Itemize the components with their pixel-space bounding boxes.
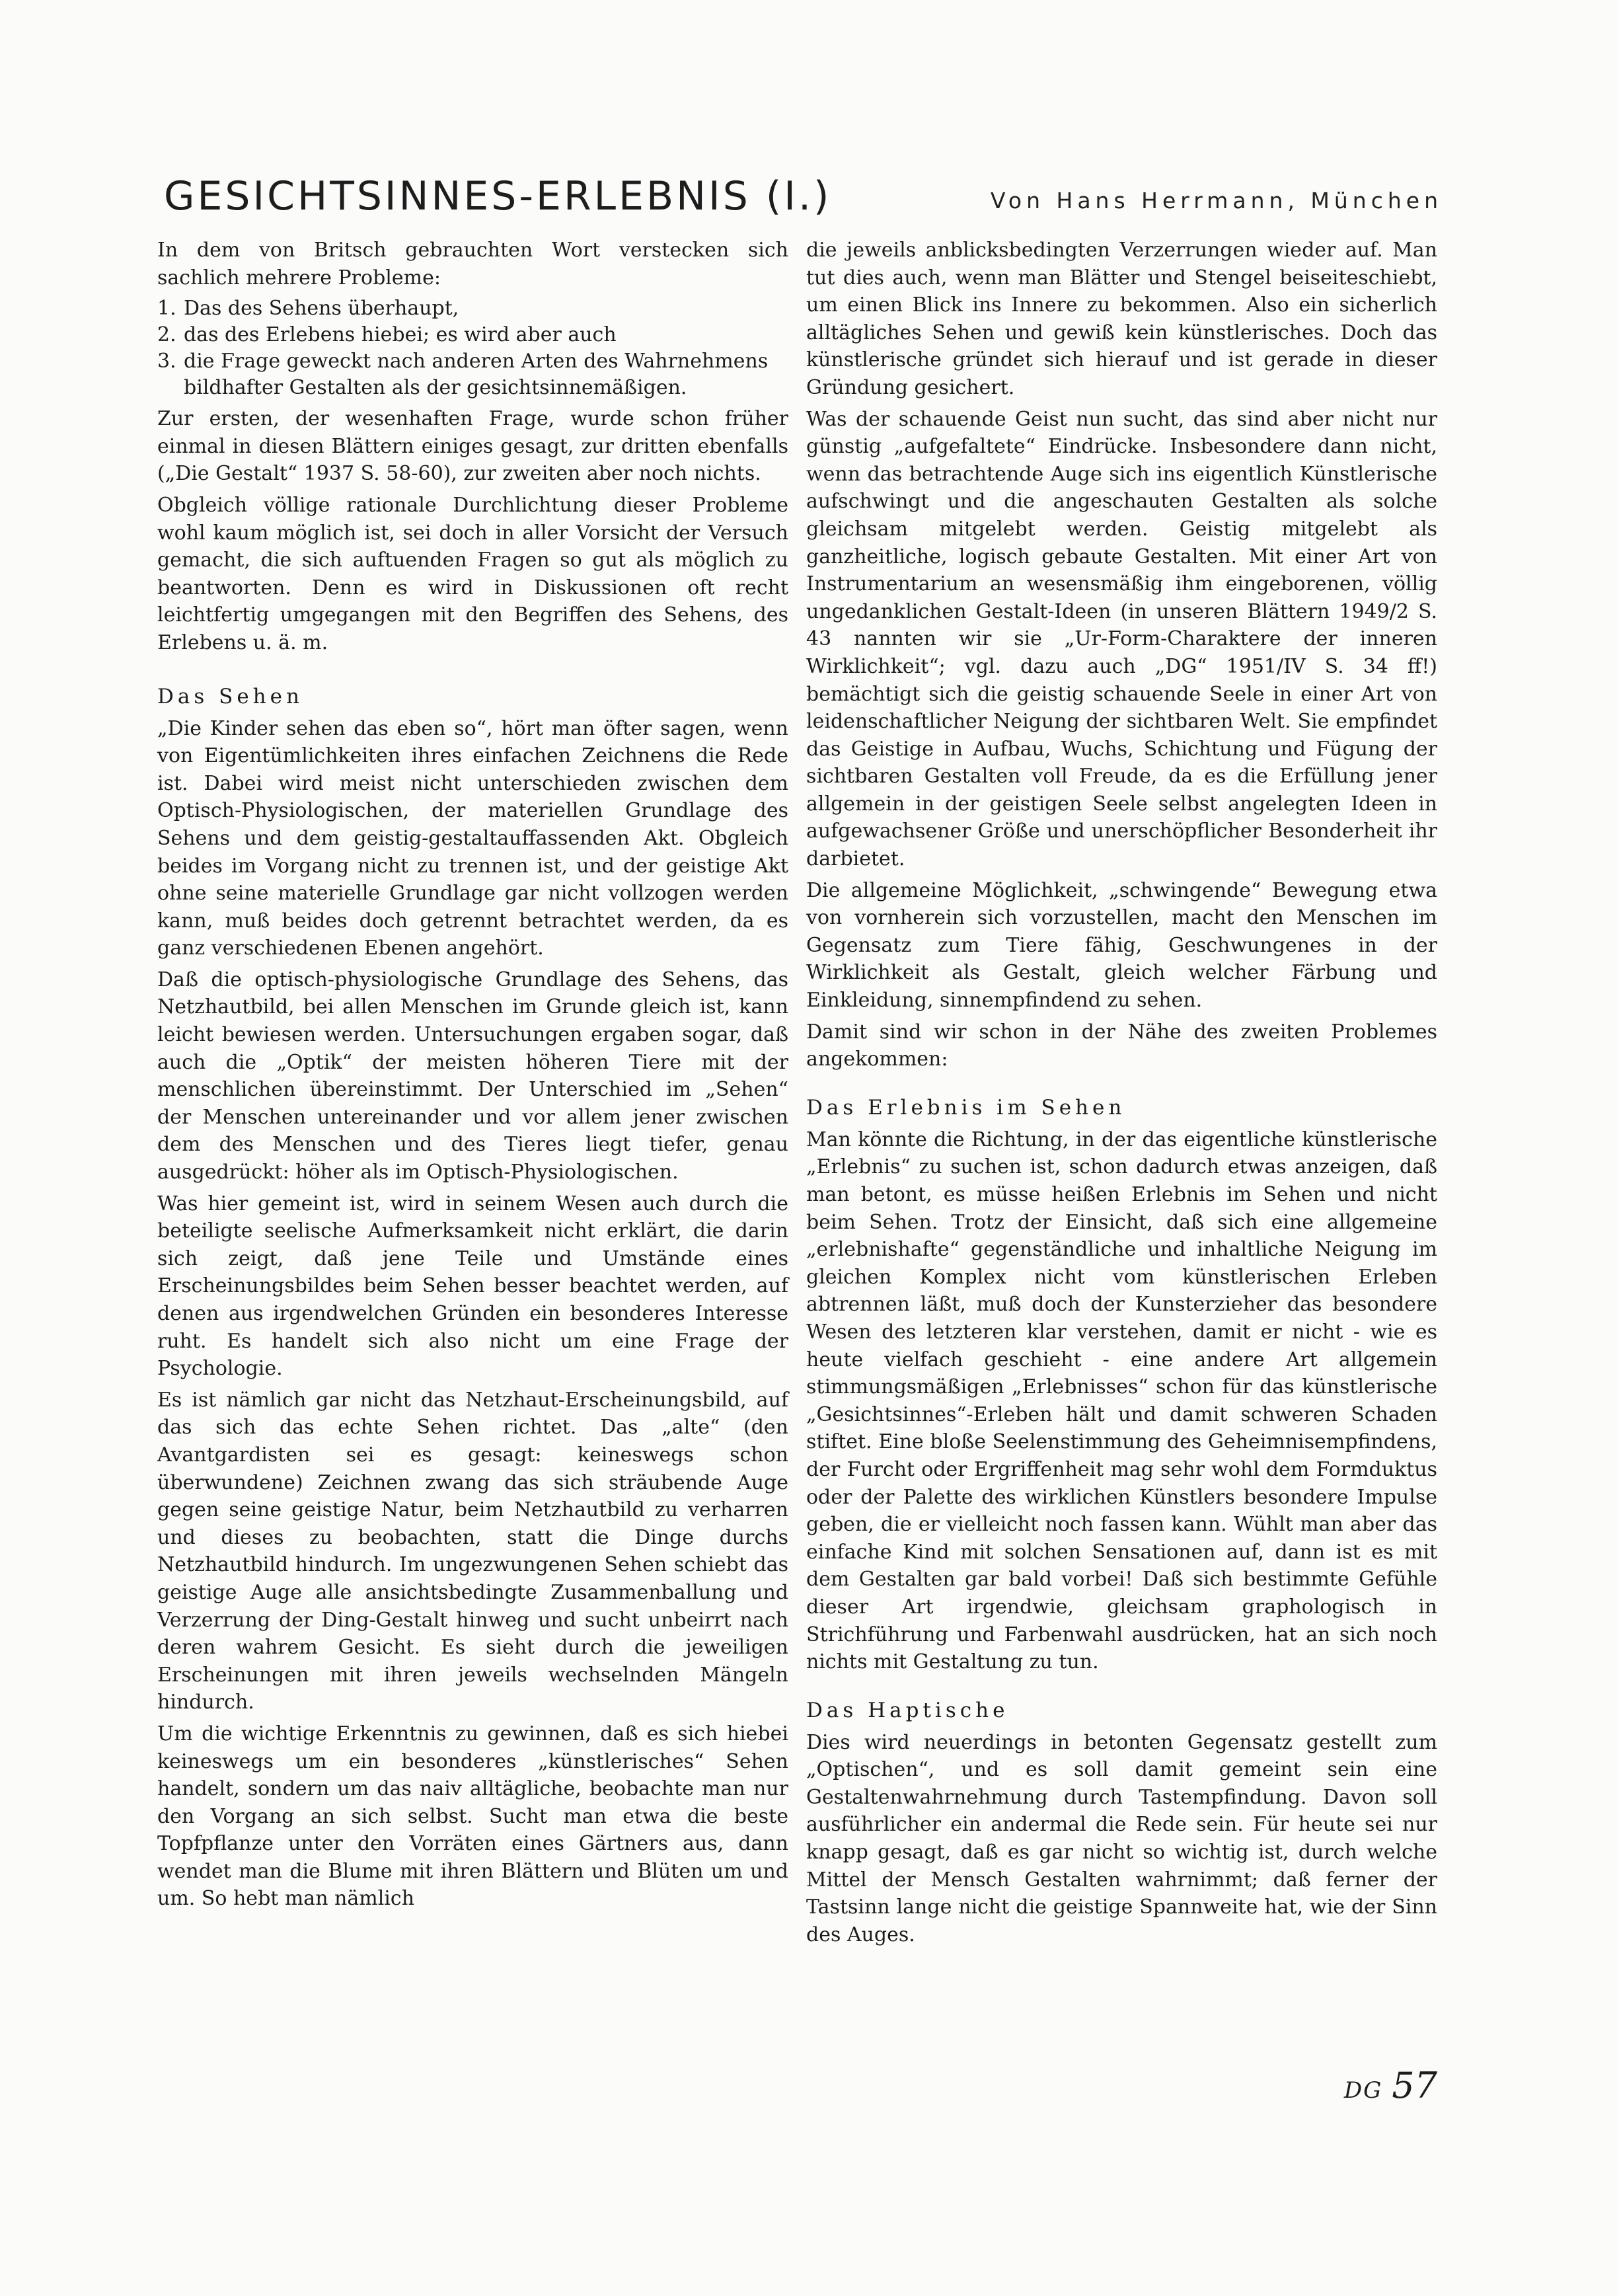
list-number: 2. — [157, 323, 176, 347]
paragraph: Die allgemeine Möglichkeit, „schwingende“ Bewegung etwa von vornherein sich vorzustellen, macht den Menschen im Gegensatz zum Tiere fähig, Geschwungenes in der Wirklichkeit als Gestalt, gleich welcher Färbung und Einkleidung, sinnempfindend zu sehen. — [806, 878, 1437, 1013]
list-text: die Frage geweckt nach anderen Arten des Wahrnehmens bildhafter Gestalten als der gesichtsinnemäßigen. — [184, 350, 769, 400]
section-heading-sehen: Das Sehen — [157, 684, 303, 708]
paragraph: die jeweils anblicksbedingten Verzerrungen wieder auf. Man tut dies auch, wenn man Blätter und Stengel beiseiteschiebt, um einen Blick ins Innere zu bekommen. Also ein sicherlich alltägliches Sehen und gewiß kein künstlerisches. Doch das künstlerische gründet sich hierauf und ist gerade in dieser Gründung gesichert. — [806, 239, 1437, 399]
page-footer — [1344, 2065, 1437, 2106]
paragraph: Was hier gemeint ist, wird in seinem Wesen auch durch die beteiligte seelische Aufmerksamkeit nicht erklärt, die darin sich zeigt, daß jene Teile und Umstände eines Erscheinungsbildes beim Sehen besser beachtet werden, auf denen aus irgendwelchen Gründen ein besonderes Interesse ruht. Es handelt sich also nicht um eine Frage der Psychologie. — [157, 1192, 788, 1381]
list-item — [157, 295, 788, 322]
paragraph: Was der schauende Geist nun sucht, das sind aber nicht nur günstig „aufgefaltete“ Eindrücke. Insbesondere dann nicht, wenn das betrachtende Auge sich ins eigentlich Künstlerische aufschwingt und die angeschauten Gestalten als solche gleichsam mitgelebt werden. Geistig mitgelebt als ganzheitliche, logisch gebaute Gestalten. Mit einer Art von Instrumentarium an wesensmäßig ihm eingeborenen, völlig ungedanklichen Gestalt-Ideen (in unseren Blättern 1949/2 S. 43 nannten wir sie „Ur-Form-Charaktere der inneren Wirklichkeit“; vgl. dazu auch „DG“ 1951/IV S. 34 ff!) bemächtigt sich die geistig schauende Seele in einer Art von leidenschaftlicher Neigung der sichtbaren Welt. Sie empfindet das Geistige in Aufbau, Wuchs, Schichtung und Fügung der sichtbaren Gestalten voll Freude, da es die Erfüllung jener allgemein in der geistigen Seele selbst angelegten Ideen in aufgewachsener Größe und unerschöpflicher Besonderheit ihr darbietet. — [806, 407, 1437, 871]
list-number: 1. — [157, 297, 176, 321]
paragraph: Obgleich völlige rationale Durchlichtung dieser Probleme wohl kaum möglich ist, sei doch in aller Vorsicht der Versuch gemacht, die sich auftuenden Fragen so gut als möglich zu beantworten. Denn es wird in Diskussionen oft recht leichtfertig umgegangen mit den Begriffen des Sehens, des Erlebens u. ä. m. — [157, 493, 788, 654]
paragraph: Damit sind wir schon in der Nähe des zweiten Problemes angekommen: — [806, 1020, 1437, 1071]
list-text: das des Erlebens hiebei; es wird aber auch — [184, 323, 617, 347]
intro-paragraph: In dem von Britsch gebrauchten Wort verstecken sich sachlich mehrere Probleme: — [157, 239, 788, 289]
list-item — [157, 348, 788, 401]
section-heading-erlebnis: Das Erlebnis im Sehen — [806, 1095, 1126, 1120]
author-byline: Von Hans Herrmann, München — [990, 188, 1443, 213]
paragraph: Dies wird neuerdings in betonten Gegensatz gestellt zum „Optischen“, und es soll damit gemeint sein eine Gestaltenwahrnehmung durch Tastempfindung. Davon soll ausführlicher ein andermal die Rede sein. Für heute sei nur knapp gesagt, daß es gar nicht so wichtig ist, durch welche Mittel der Mensch Gestalten wahrnimmt; daß ferner der Tastsinn lange nicht die geistige Spannweite hat, wie der Sinn des Auges. — [806, 1730, 1437, 1946]
paragraph: Um die wichtige Erkenntnis zu gewinnen, daß es sich hiebei keineswegs um ein besonderes „künstlerisches“ Sehen handelt, sondern um das naiv alltägliche, beobachte man nur den Vorgang an sich selbst. Sucht man etwa die beste Topfpflanze unter den Vorräten eines Gärtners aus, dann wendet man die Blume mit ihren Blättern und Blüten um und um. So hebt man nämlich — [157, 1722, 788, 1911]
left-column — [157, 237, 788, 1917]
list-number: 3. — [157, 350, 176, 373]
magazine-abbreviation: DG — [1343, 2077, 1383, 2104]
list-text: Das des Sehens überhaupt, — [184, 297, 459, 321]
page-number: 57 — [1392, 2065, 1437, 2106]
paragraph: Man könnte die Richtung, in der das eigentliche künstlerische „Erlebnis“ zu suchen ist, schon dadurch etwas anzeigen, daß man betont, es müsse heißen Erlebnis im Sehen und nicht beim Sehen. Trotz der Einsicht, daß sich eine allgemeine „erlebnishafte“ gegenständliche und inhaltliche Neigung im gleichen Komplex nicht vom künstlerischen Erleben abtrennen läßt, muß doch der Kunsterzieher das besondere Wesen des letzteren klar verstehen, damit er nicht - wie es heute vielfach geschieht - eine andere Art allgemein stimmungsmäßigen „Erlebnisses“ schon für das künstlerische „Gesichtsinnes“-Erleben hält und damit schweren Schaden stiftet. Eine bloße Seelenstimmung des Geheimnisempfindens, der Furcht oder Ergriffenheit mag sehr wohl dem Formduktus oder der Palette des wirklichen Künstlers besondere Impulse geben, die er vielleicht noch fassen kann. Wühlt man aber das einfache Kind mit solchen Sensationen auf, dann ist es mit dem Gestalten gar bald vorbei! Daß sich bestimmte Gefühle dieser Art irgendwie, gleichsam graphologisch in Strichführung und Farbenwahl ausdrücken, hat an sich noch nichts mit Gestaltung zu tun. — [806, 1128, 1437, 1674]
list-item — [157, 322, 788, 348]
paragraph: „Die Kinder sehen das eben so“, hört man öfter sagen, wenn von Eigentümlichkeiten ihres einfachen Zeichnens die Rede ist. Dabei wird meist nicht unterschieden zwischen dem Optisch-Physiologischen, der materiellen Grundlage des Sehens und dem geistig-gestaltauffassenden Akt. Obgleich beides im Vorgang nicht zu trennen ist, und der geistige Akt ohne seine materielle Grundlage gar nicht vollzogen werden kann, muß beides doch getrennt betrachtet werden, da es ganz verschiedenen Ebenen angehört. — [157, 716, 788, 960]
right-column — [806, 237, 1437, 1952]
article-title: GESICHTSINNES-ERLEBNIS (I.) — [164, 173, 832, 219]
problem-list — [157, 295, 788, 401]
article-header — [164, 173, 1443, 233]
section-heading-haptische: Das Haptische — [806, 1698, 1009, 1722]
paragraph: Zur ersten, der wesenhaften Frage, wurde schon früher einmal in diesen Blättern einiges gesagt, zur dritten ebenfalls („Die Gestalt“ 1937 S. 58-60), zur zweiten aber noch nichts. — [157, 407, 788, 486]
paragraph: Daß die optisch-physiologische Grundlage des Sehens, das Netzhautbild, bei allen Menschen im Grunde gleich ist, kann leicht bewiesen werden. Untersuchungen ergaben sogar, daß auch die „Optik“ der meisten höheren Tiere mit der menschlichen übereinstimmt. Der Unterschied im „Sehen“ der Menschen untereinander und vor allem jener zwischen dem des Menschen und des Tieres liegt tiefer, genau ausgedrückt: höher als im Optisch-Physiologischen. — [157, 968, 788, 1184]
paragraph: Es ist nämlich gar nicht das Netzhaut-Erscheinungsbild, auf das sich das echte Sehen richtet. Das „alte“ (den Avantgardisten sei es gesagt: keineswegs schon überwundene) Zeichnen zwang das sich sträubende Auge gegen seine geistige Natur, beim Netzhautbild zu verharren und dieses zu beobachten, statt die Dinge durchs Netzhautbild hindurch. Im ungezwungenen Sehen schiebt das geistige Auge alle ansichtsbedingte Zusammenballung und Verzerrung der Ding-Gestalt hinweg und sucht unbeirrt nach deren wahrem Gesicht. Es sieht durch die jeweiligen Erscheinungen mit ihren jeweils wechselnden Mängeln hindurch. — [157, 1388, 788, 1714]
